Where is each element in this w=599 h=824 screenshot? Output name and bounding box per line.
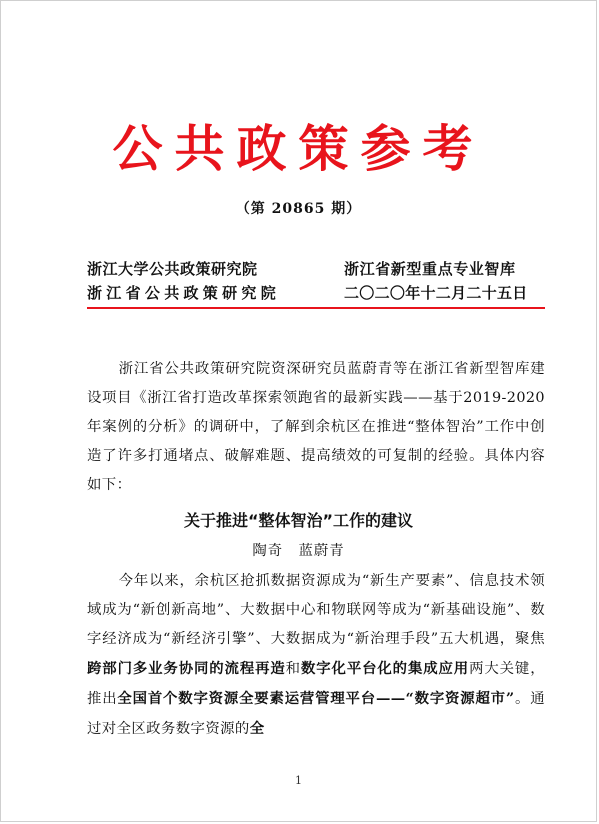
publication-date: 二〇二〇年十二月二十五日: [344, 284, 528, 302]
body-bold-2: 数字化平台化的集成应用: [300, 660, 470, 677]
issue-number: （第 20865 期）: [235, 201, 362, 217]
article-title: 关于推进“整体智治”工作的建议: [183, 511, 414, 530]
body-text-2: 和: [285, 661, 301, 677]
body-bold-1: 跨部门多业务协同的流程再造: [87, 660, 286, 677]
body-text-1: 今年以来，余杭区抢抓数据资源成为“新生产要素”、信息技术领域成为“新创新高地”、大数据中心和物联网等成为“新基础设施”、数字经济成为“新经济引擎”、大数据成为“新治理手段”五大机遇，聚焦: [87, 573, 545, 647]
intro-paragraph: 浙江省公共政策研究院资深研究员蓝蔚青等在浙江省新型智库建设项目《浙江省打造改革探索领跑省的最新实践——基于2019-2020年案例的分析》的调研中，了解到余杭区在推进“整体智治”工作中创造了许多打通堵点、破解难题、提高绩效的可复制的经验。具体内容如下：: [87, 361, 545, 493]
article-authors: 陶奇 蓝蔚青: [252, 543, 345, 559]
page-number: 1: [295, 774, 302, 787]
body-bold-3: 全国首个数字资源全要素运营管理平台——“数字资源超市”: [117, 690, 515, 707]
header-divider: [87, 307, 545, 309]
body-paragraph: [87, 567, 545, 744]
institution-zju: 浙江大学公共政策研究院: [87, 260, 258, 278]
body-text-3: 两大关键，推出: [87, 661, 545, 707]
think-tank-label: 浙江省新型重点专业智库: [344, 260, 516, 278]
body-bold-4: 全: [249, 720, 265, 737]
document-title: 公共政策参考: [112, 119, 485, 178]
body-text-4: 。通过对全区政务数字资源的: [87, 691, 545, 737]
institution-zj-provincial: 浙江省公共政策研究院: [87, 284, 281, 302]
